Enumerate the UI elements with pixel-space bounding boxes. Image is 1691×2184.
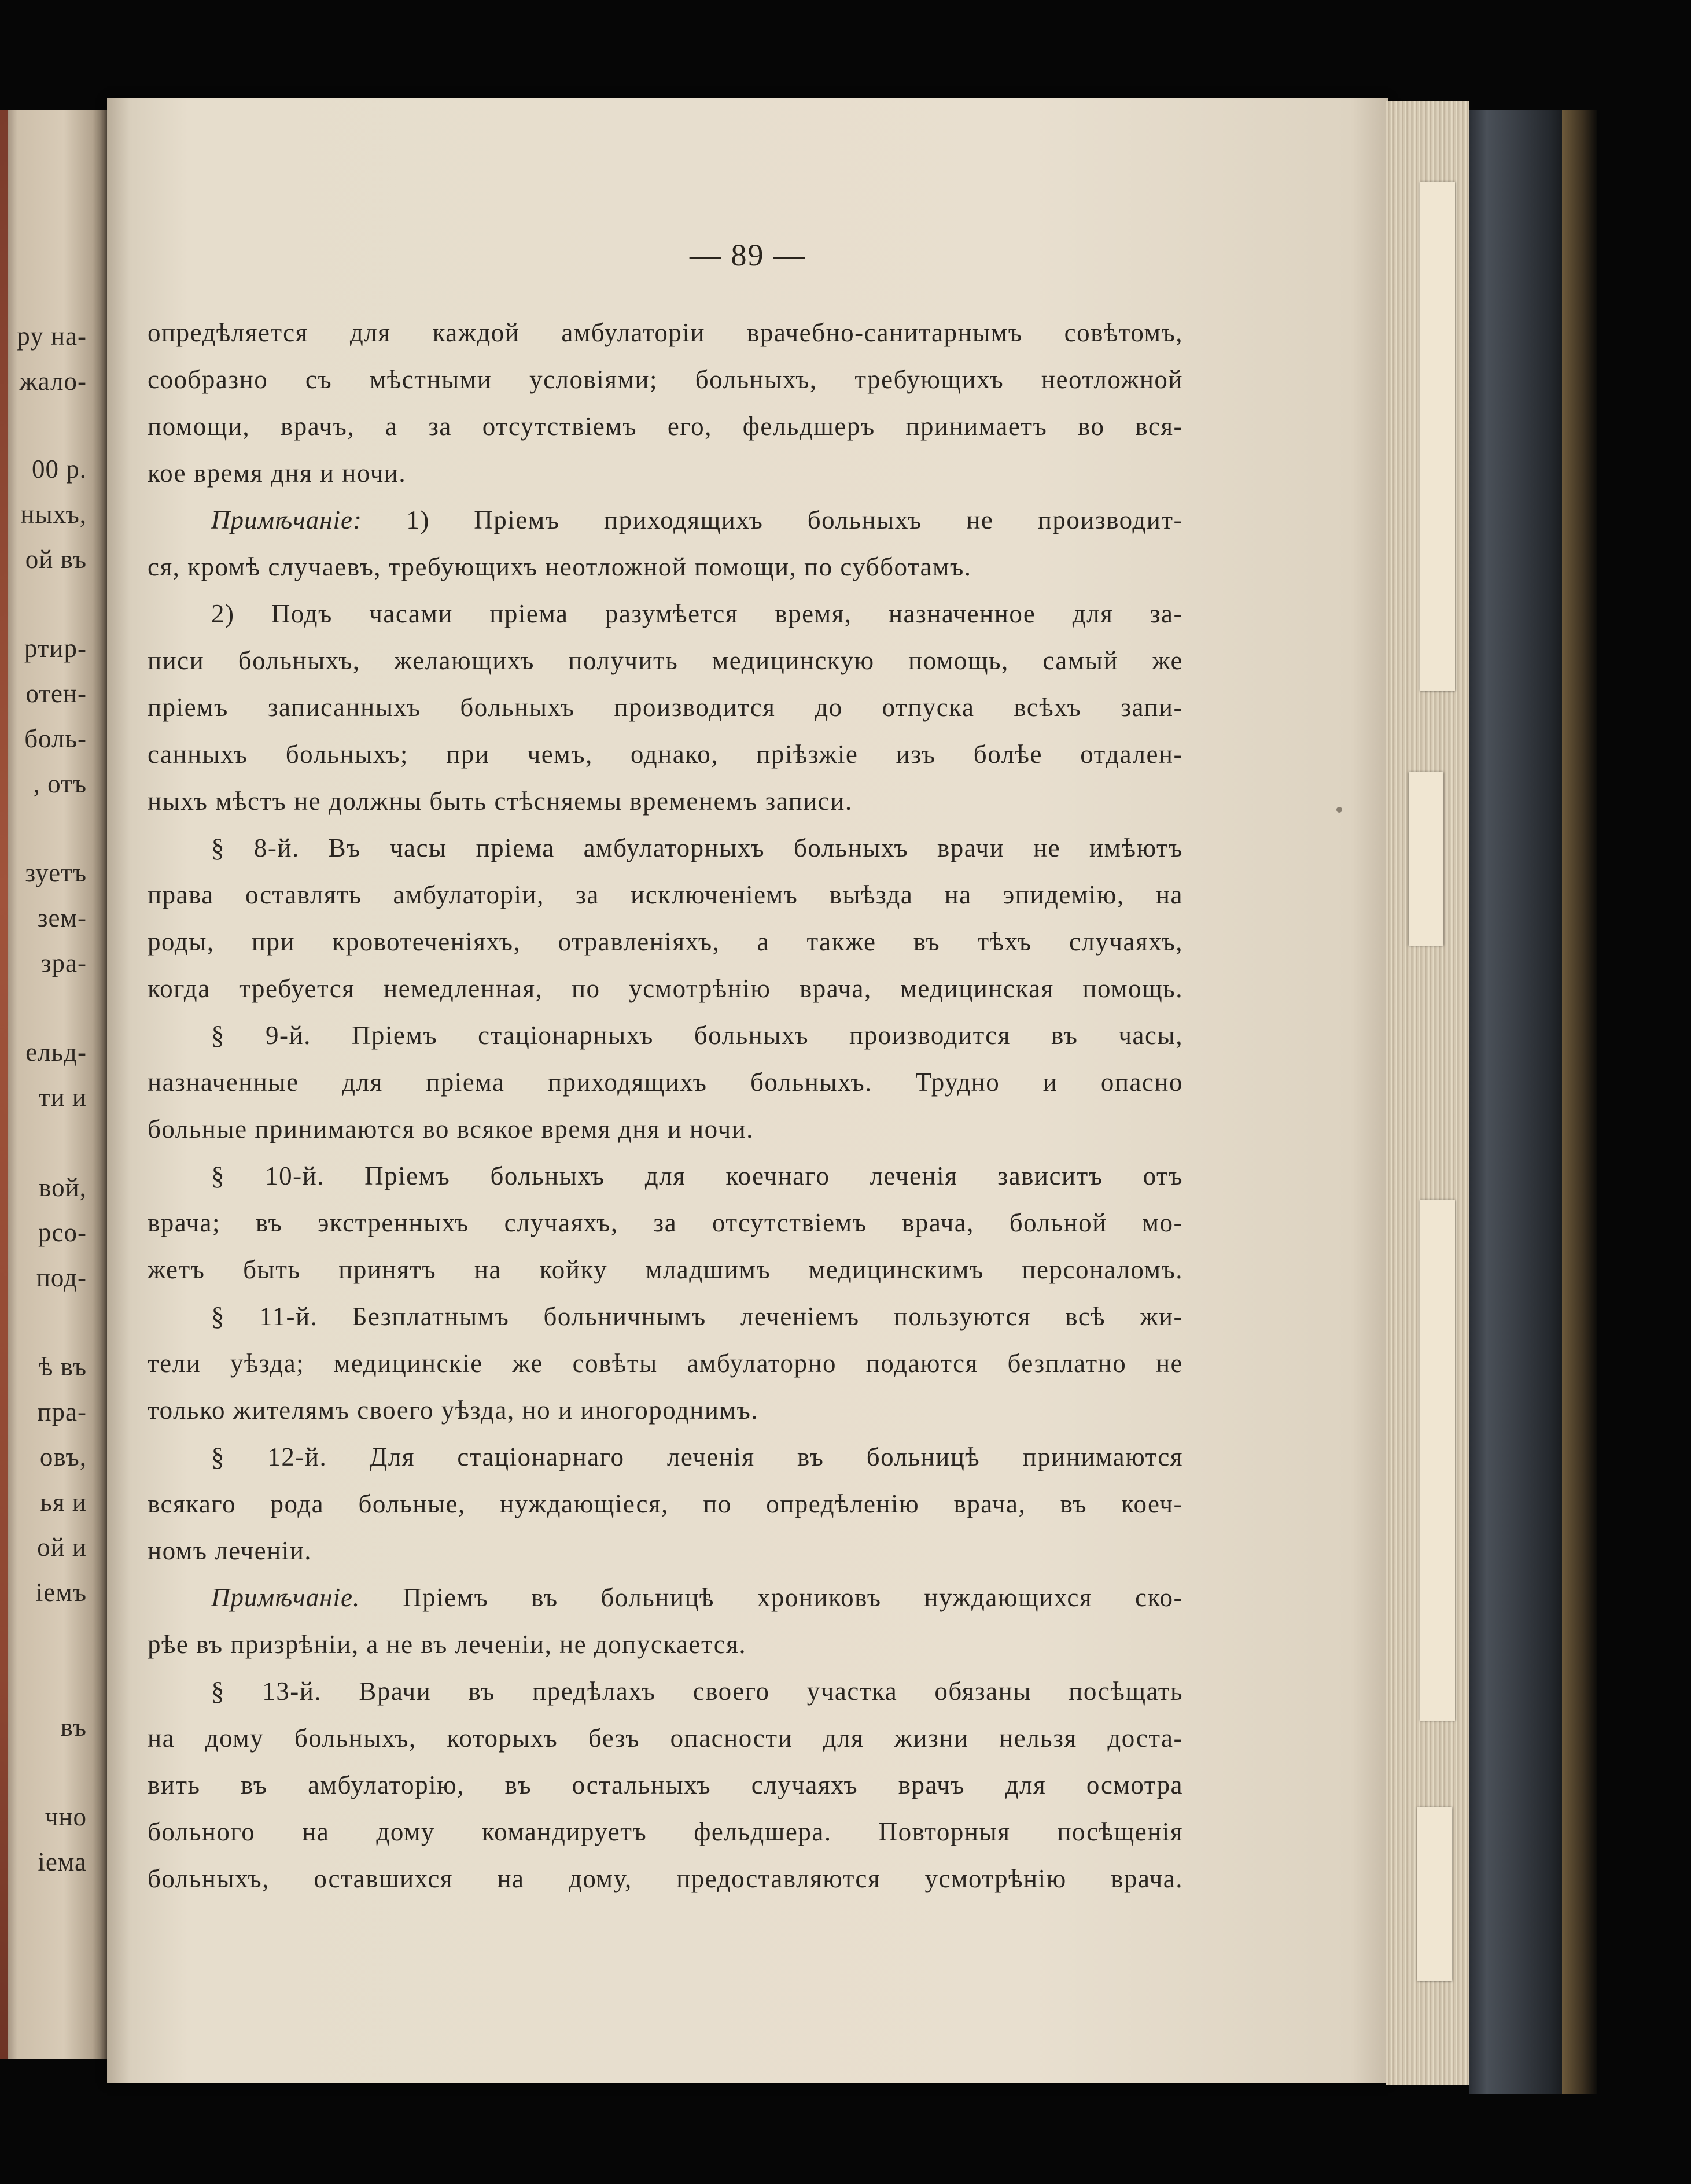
- text-line: больныхъ, оставшихся на дому, предоставляются усмотрѣнію врача.: [148, 1864, 1183, 1893]
- note-label: Примѣчаніе:: [211, 506, 362, 534]
- left-page-line: овъ,: [39, 1443, 87, 1471]
- left-page-line: ти и: [38, 1083, 87, 1112]
- left-page-line: зра-: [40, 949, 87, 977]
- text-line: назначенные для пріема приходящихъ больныхъ. Трудно и опасно: [148, 1068, 1183, 1097]
- text-line: 2) Подъ часами пріема разумѣется время, назначенное для за-: [211, 599, 1183, 628]
- section-9-line: § 9-й. Пріемъ стаціонарныхъ больныхъ производится въ часы,: [211, 1021, 1183, 1050]
- page-tab: [1409, 772, 1443, 946]
- text-line: ныхъ мѣстъ не должны быть стѣсняемы временемъ записи.: [148, 787, 853, 816]
- left-page-line: отен-: [25, 679, 87, 708]
- text-line: врача; въ экстренныхъ случаяхъ, за отсутствіемъ врача, больной мо-: [148, 1208, 1183, 1237]
- text-line: кое время дня и ночи.: [148, 459, 407, 488]
- left-page-line: ѣ въ: [38, 1352, 87, 1381]
- left-page-line: жало-: [19, 367, 87, 396]
- text-line: только жителямъ своего уѣзда, но и иногороднимъ.: [148, 1396, 758, 1425]
- text-line: пріемъ записанныхъ больныхъ производится до отпуска всѣхъ запи-: [148, 693, 1183, 722]
- book-cover: [1469, 110, 1568, 2094]
- left-page-line: , отъ: [33, 769, 87, 798]
- section-12-line: § 12-й. Для стаціонарнаго леченія въ больницѣ принимаются: [211, 1443, 1183, 1471]
- text-line: сообразно съ мѣстными условіями; больныхъ, требующихъ неотложной: [148, 365, 1183, 394]
- left-page-line: ельд-: [25, 1038, 87, 1067]
- text-line: когда требуется немедленная, по усмотрѣнію врача, медицинская помощь.: [148, 974, 1183, 1003]
- note-label: Примѣчаніе.: [211, 1583, 360, 1612]
- book-page: [107, 98, 1388, 2083]
- page-tab: [1420, 1200, 1455, 1721]
- note-line: Примѣчаніе. Пріемъ въ больницѣ хрониковъ нуждающихся ско-: [211, 1583, 1183, 1612]
- left-page-line: 00 р.: [32, 455, 87, 484]
- left-page-line: боль-: [24, 724, 87, 753]
- book-cover-edge: [1562, 110, 1597, 2094]
- text-line: ся, кромѣ случаевъ, требующихъ неотложной помощи, по субботамъ.: [148, 552, 972, 581]
- note-line: Примѣчаніе: 1) Пріемъ приходящихъ больныхъ не производит-: [211, 506, 1183, 534]
- text-line: вить въ амбулаторію, въ остальныхъ случаяхъ врачъ для осмотра: [148, 1770, 1183, 1799]
- text-line: на дому больныхъ, которыхъ безъ опасности для жизни нельзя доста-: [148, 1724, 1183, 1753]
- text-line: роды, при кровотеченіяхъ, отравленіяхъ, а также въ тѣхъ случаяхъ,: [148, 927, 1183, 956]
- page-tab: [1420, 182, 1455, 691]
- text-line: тели уѣзда; медицинскіе же совѣты амбулаторно подаются безплатно не: [148, 1349, 1183, 1378]
- paper-spot: [1336, 807, 1342, 813]
- text-line: номъ леченіи.: [148, 1536, 312, 1565]
- text-line: санныхъ больныхъ; при чемъ, однако, пріѣзжіе изъ болѣе отдален-: [148, 740, 1183, 769]
- section-8-line: § 8-й. Въ часы пріема амбулаторныхъ больныхъ врачи не имѣютъ: [211, 833, 1183, 862]
- section-10-line: § 10-й. Пріемъ больныхъ для коечнаго леченія зависитъ отъ: [211, 1161, 1183, 1190]
- left-page-line: іемъ: [35, 1578, 87, 1607]
- text-line: рѣе въ призрѣніи, а не въ леченіи, не допускается.: [148, 1630, 747, 1659]
- left-page-line: іема: [38, 1847, 87, 1876]
- left-page-line: под-: [36, 1263, 87, 1292]
- page-number: — 89 —: [690, 238, 806, 272]
- left-page-line: въ: [60, 1713, 87, 1742]
- left-page-line: зуетъ: [25, 858, 87, 887]
- text-line: всякаго рода больные, нуждающіеся, по опредѣленію врача, въ коеч-: [148, 1489, 1183, 1518]
- left-page-line: чно: [45, 1802, 87, 1831]
- text-line: опредѣляется для каждой амбулаторіи врачебно-санитарнымъ совѣтомъ,: [148, 318, 1183, 347]
- left-page-line: ой и: [37, 1533, 87, 1562]
- left-page-line: ныхъ,: [20, 500, 87, 529]
- section-13-line: § 13-й. Врачи въ предѣлахъ своего участка обязаны посѣщать: [211, 1677, 1183, 1706]
- left-page-line: ру на-: [17, 322, 87, 351]
- text-line: помощи, врачъ, а за отсутствіемъ его, фельдшеръ принимаетъ во вся-: [148, 412, 1183, 441]
- left-page-line: ья и: [40, 1488, 87, 1517]
- left-page-line: рсо-: [38, 1218, 87, 1247]
- text-line: больного на дому командируетъ фельдшера. Повторныя посѣщенія: [148, 1817, 1183, 1846]
- left-page-line: пра-: [37, 1397, 87, 1426]
- page-tab: [1417, 1807, 1452, 1981]
- page-stack-edge: [1386, 101, 1469, 2085]
- text-line: права оставлять амбулаторіи, за исключеніемъ выѣзда на эпидемію, на: [148, 880, 1183, 909]
- left-page-fragment: [0, 110, 107, 2059]
- left-page-line: вой,: [39, 1173, 87, 1202]
- left-page-line: зем-: [37, 903, 87, 932]
- text-line: жетъ быть принятъ на койку младшимъ медицинскимъ персоналомъ.: [148, 1255, 1183, 1284]
- page-text: [148, 309, 1183, 1902]
- section-11-line: § 11-й. Безплатнымъ больничнымъ леченіемъ пользуются всѣ жи-: [211, 1302, 1183, 1331]
- left-page-line: ой въ: [25, 545, 87, 574]
- left-page-line: ртир-: [24, 634, 87, 663]
- text-line: больные принимаются во всякое время дня и ночи.: [148, 1115, 754, 1143]
- text-line: писи больныхъ, желающихъ получить медицинскую помощь, самый же: [148, 646, 1183, 675]
